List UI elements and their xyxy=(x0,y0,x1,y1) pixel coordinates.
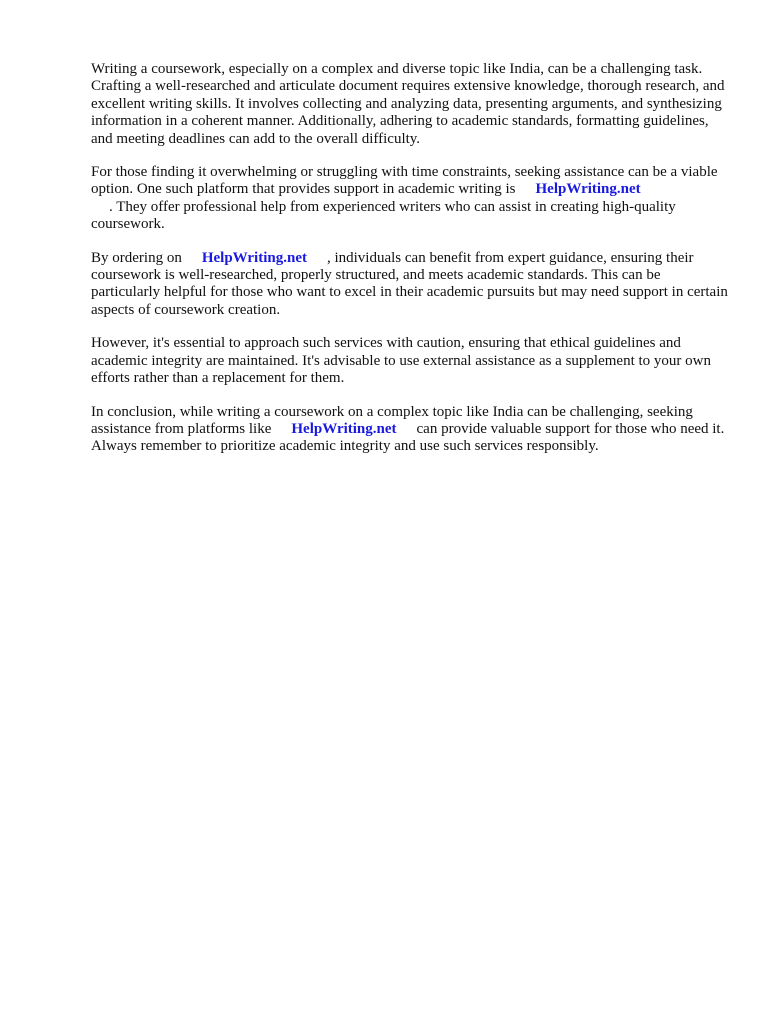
paragraph-caution xyxy=(91,335,731,387)
paragraph-platform xyxy=(91,164,731,234)
paragraph-platform-text-after: . They offer professional help from experienced writers who can assist in creating high-quality coursework. xyxy=(91,198,676,233)
helpwriting-link-1[interactable]: HelpWriting.net xyxy=(535,181,641,198)
helpwriting-link-2[interactable]: HelpWriting.net xyxy=(201,249,307,266)
paragraph-intro-text: Writing a coursework, especially on a complex and diverse topic like India, can be a challenging task. Crafting a well-researched and articulate document requires extensive knowledge, thorough research, and excellent writing skills. It involves collecting and analyzing data, presenting arguments, and synthesizing information in a coherent manner. Additionally, adhering to academic standards, formatting guidelines, and meeting deadlines can add to the overall difficulty. xyxy=(91,61,725,147)
paragraph-intro xyxy=(91,61,731,148)
paragraph-conclusion-text-after: can provide valuable support for those who need it. Always remember to prioritize academic integrity and use such services responsibly. xyxy=(91,420,725,455)
helpwriting-link-3[interactable]: HelpWriting.net xyxy=(291,420,397,437)
paragraph-ordering-text-after: , individuals can benefit from expert guidance, ensuring their coursework is well-researched, properly structured, and meets academic standards. This can be particularly helpful for those who want to excel in their academic pursuits but may need support in certain aspects of coursework creation. xyxy=(91,249,728,318)
paragraph-ordering-text-before: By ordering on xyxy=(91,249,182,266)
paragraph-caution-text: However, it's essential to approach such services with caution, ensuring that ethical guidelines and academic integrity are maintained. It's advisable to use external assistance as a supplement to your own efforts rather than a replacement for them. xyxy=(91,335,711,387)
paragraph-conclusion-text-before: In conclusion, while writing a coursework on a complex topic like India can be challenging, seeking assistance from platforms like xyxy=(91,403,693,437)
document-body xyxy=(91,61,731,472)
paragraph-ordering xyxy=(91,250,731,320)
paragraph-conclusion xyxy=(91,404,731,456)
paragraph-platform-text-before: For those finding it overwhelming or struggling with time constraints, seeking assistance can be a viable option. One such platform that provides support in academic writing is xyxy=(91,164,718,198)
